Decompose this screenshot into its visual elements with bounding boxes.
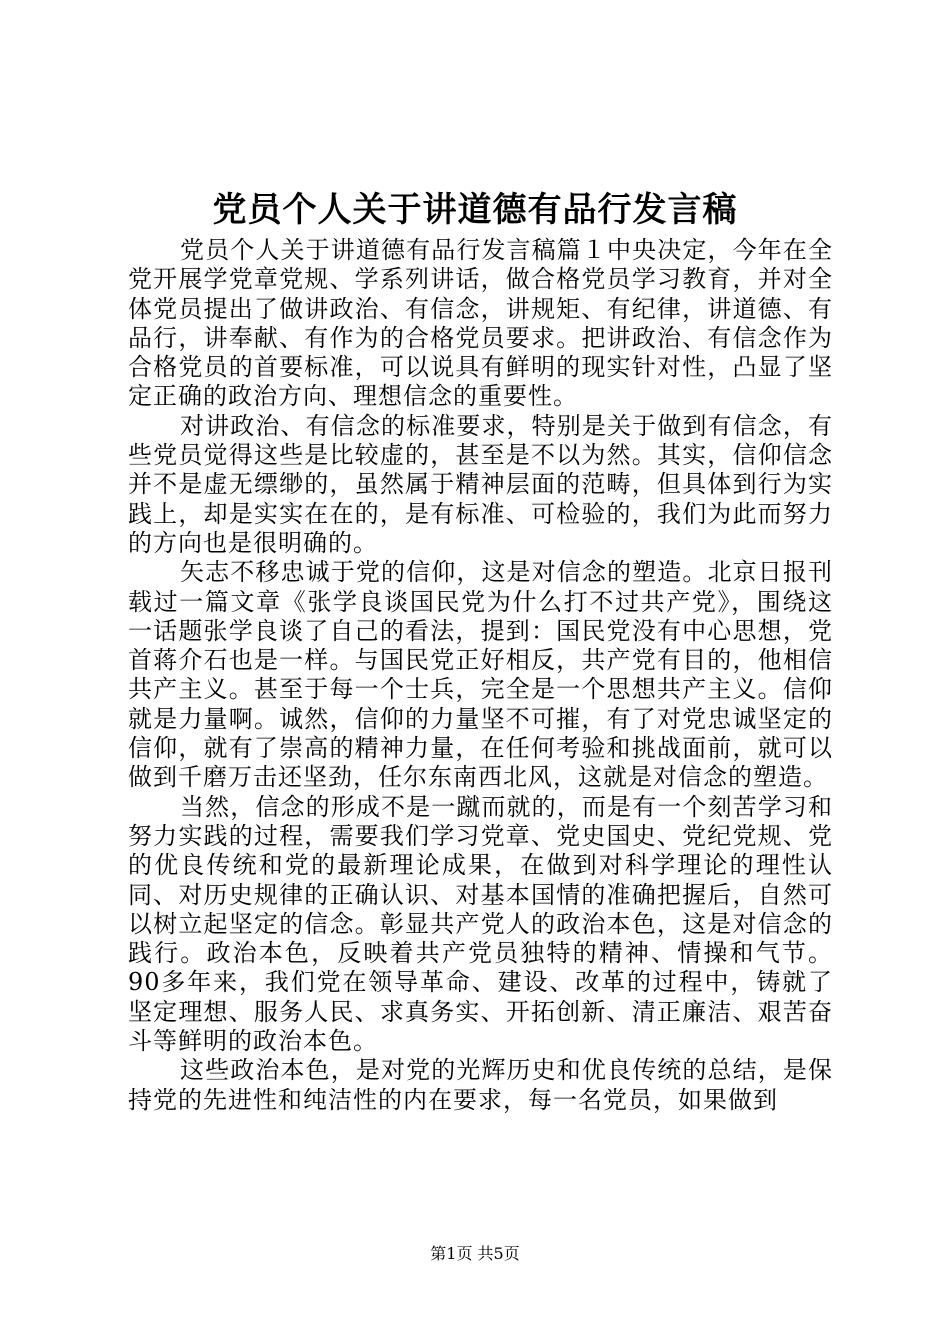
document-body: [128, 236, 833, 1115]
paragraph-5: 这些政治本色，是对党的光辉历史和优良传统的总结，是保持党的先进性和纯洁性的内在要求，每一名党员，如果做到: [128, 1056, 833, 1114]
page-number-footer: 第1页 共5页: [430, 1244, 520, 1263]
paragraph-4: 当然，信念的形成不是一蹴而就的，而是有一个刻苦学习和努力实践的过程，需要我们学习党章、党史国史、党纪党规、党的优良传统和党的最新理论成果，在做到对科学理论的理性认同、对历史规律的正确认识、对基本国情的准确把握后，自然可以树立起坚定的信念。彰显共产党人的政治本色，这是对信念的践行。政治本色，反映着共产党员独特的精神、情操和气节。90多年来，我们党在领导革命、建设、改革的过程中，铸就了坚定理想、服务人民、求真务实、开拓创新、清正廉洁、艰苦奋斗等鲜明的政治本色。: [128, 792, 833, 1056]
paragraph-2: 对讲政治、有信念的标准要求，特别是关于做到有信念，有些党员觉得这些是比较虚的，甚至是不以为然。其实，信仰信念并不是虚无缥缈的，虽然属于精神层面的范畴，但具体到行为实践上，却是实实在在的，是有标准、可检验的，我们为此而努力的方向也是很明确的。: [128, 411, 833, 557]
paragraph-1: 党员个人关于讲道德有品行发言稿篇１中央决定，今年在全党开展学党章党规、学系列讲话，做合格党员学习教育，并对全体党员提出了做讲政治、有信念，讲规矩、有纪律，讲道德、有品行，讲奉献、有作为的合格党员要求。把讲政治、有信念作为合格党员的首要标准，可以说具有鲜明的现实针对性，凸显了坚定正确的政治方向、理想信念的重要性。: [128, 236, 833, 411]
document-title: 党员个人关于讲道德有品行发言稿: [212, 190, 738, 230]
paragraph-3: 矢志不移忠诚于党的信仰，这是对信念的塑造。北京日报刊载过一篇文章《张学良谈国民党为什么打不过共产党》，围绕这一话题张学良谈了自己的看法，提到：国民党没有中心思想，党首蒋介石也是一样。与国民党正好相反，共产党有目的，他相信共产主义。甚至于每一个士兵，完全是一个思想共产主义。信仰就是力量啊。诚然，信仰的力量坚不可摧，有了对党忠诚坚定的信仰，就有了崇高的精神力量，在任何考验和挑战面前，就可以做到千磨万击还坚劲，任尔东南西北风，这就是对信念的塑造。: [128, 558, 833, 792]
